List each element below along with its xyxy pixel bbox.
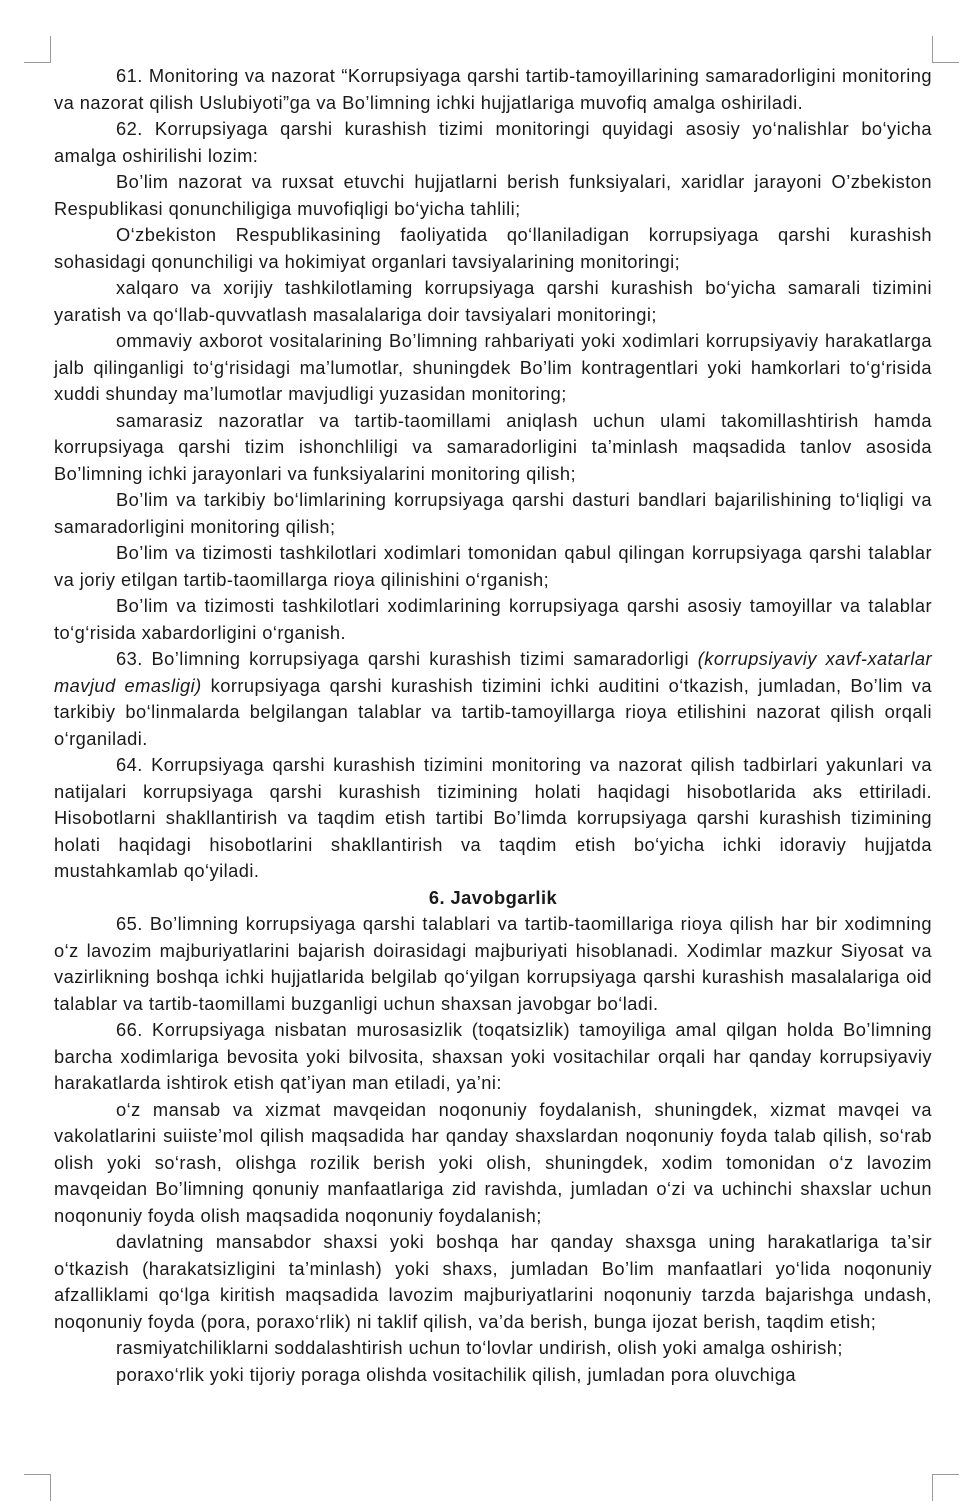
crop-mark-top-left <box>24 36 51 63</box>
paragraph: Bo’lim nazorat va ruxsat etuvchi hujjatlarni berish funksiyalari, xaridlar jarayoni O’zbekiston Respublikasi qonunchiligiga muvofiqligi bo‘yicha tahlili; <box>54 171 932 219</box>
crop-mark-bottom-right <box>932 1474 959 1501</box>
paragraph: Bo’lim va tizimosti tashkilotlari xodimlari tomonidan qabul qilingan korrupsiyaga qarshi talablar va joriy etilgan tartib-taomillarga rioya qilinishini o‘rganish; <box>54 542 932 590</box>
paragraph: Bo’lim va tizimosti tashkilotlari xodimlarining korrupsiyaga qarshi asosiy tamoyillar va talablar to‘g‘risida xabardorligini o‘rganish. <box>54 595 932 643</box>
paragraph: 61. Monitoring va nazorat “Korrupsiyaga qarshi tartib-tamoyillarining samaradorligini monitoring va nazorat qilish Uslubiyoti”ga va Bo’limning ichki hujjatlariga muvofiq amalga oshiriladi. <box>54 65 932 113</box>
paragraph: rasmiyatchiliklarni soddalashtirish uchun to‘lovlar undirish, olish yoki amalga oshirish; <box>116 1337 843 1358</box>
paragraph: ommaviy axborot vositalarining Bo’limning rahbariyati yoki xodimlari korrupsiyaviy harakatlarga jalb qilinganligi to‘g‘risidagi ma’lumotlar, shuningdek Bo’lim kontragentlari yoki hamkorlari to‘g‘risida xuddi shunday ma’lumotlar mavjudligi yuzasidan monitoring; <box>54 330 932 404</box>
italic-note: (korrupsiyaviy xavf-xatarlar mavjud emasligi) <box>54 648 932 696</box>
section-heading: 6. Javobgarlik <box>428 886 558 908</box>
paragraph: 63. Bo’limning korrupsiyaga qarshi kurashish tizimi samaradorligi (korrupsiyaviy xavf-xatarlar mavjud emasligi) korrupsiyaga qarshi kurashish tizimini ichki auditini o‘tkazish, jumladan, Bo’lim va tarkibiy bo‘linmalarda belgilangan talablar va tartib-tamoyillarga rioya etilishini nazorat qilish orqali o‘rganiladi. <box>54 648 932 749</box>
paragraph: davlatning mansabdor shaxsi yoki boshqa har qanday shaxsga uning harakatlariga ta’sir o‘tkazish (harakatsizligini ta’minlash) yoki shaxs, jumladan Bo’lim manfaatlari yo‘lida noqonuniy afzalliklami qo‘lga kiritish maqsadida lavozim majburiyatlarini noqonuniy tarzda bajarishga undash, noqonuniy foyda (pora, poraxo‘rlik) ni taklif qilish, va’da berish, bunga ijozat berish, taqdim etish; <box>54 1231 932 1332</box>
paragraph: samarasiz nazoratlar va tartib-taomillami aniqlash uchun ulami takomillashtirish hamda korrupsiyaga qarshi tizim ishonchliligi va samaradorligini ta’minlash maqsadida tanlov asosida Bo’limning ichki jarayonlari va funksiyalarini monitoring qilish; <box>54 409 932 484</box>
paragraph: poraxo‘rlik yoki tijoriy poraga olishda vositachilik qilish, jumladan pora oluvchiga <box>116 1363 796 1385</box>
document-body <box>54 63 932 1388</box>
paragraph: 64. Korrupsiyaga qarshi kurashish tizimini monitoring va nazorat qilish tadbirlari yakunlari va natijalari korrupsiyaga qarshi kurashish tizimining holati haqidagi hisobotlarida aks ettiriladi. Hisobotlarni shakllantirish va taqdim etish tartibi Bo’limda korrupsiyaga qarshi kurashish tizimining holati haqidagi hisobotlarini shakllantirish va taqdim etish bo‘yicha ichki idoraviy hujjatda mustahkamlab qo‘yiladi. <box>54 754 932 881</box>
paragraph: 66. Korrupsiyaga nisbatan murosasizlik (toqatsizlik) tamoyiliga amal qilgan holda Bo’limning barcha xodimlariga bevosita yoki bilvosita, shaxsan yoki vositachilar orqali har qanday korrupsiyaviy harakatlarda ishtirok etish qat’iyan man etiladi, ya’ni: <box>54 1019 932 1093</box>
crop-mark-bottom-left <box>24 1474 51 1501</box>
paragraph: xalqaro va xorijiy tashkilotlaming korrupsiyaga qarshi kurashish bo‘yicha samarali tizimini yaratish va qo‘llab-quvvatlash masalalariga doir tavsiyalari monitoringi; <box>54 277 932 325</box>
crop-mark-top-right <box>932 36 959 63</box>
paragraph: 62. Korrupsiyaga qarshi kurashish tizimi monitoringi quyidagi asosiy yo‘nalishlar bo‘yicha amalga oshirilishi lozim: <box>54 118 932 166</box>
paragraph: o‘z mansab va xizmat mavqeidan noqonuniy foydalanish, shuningdek, xizmat mavqei va vakolatlarini suiiste’mol qilish maqsadida har qanday shaxslardan noqonuniy foyda talab qilish, so‘rab olish yoki so‘rash, olishga rozilik berish yoki olish, shuningdek, xodim tomonidan o‘z lavozim mavqeidan Bo’limning qonuniy manfaatlariga zid ravishda, jumladan o‘zi va uchinchi shaxslar uchun noqonuniy foyda olish maqsadida noqonuniy foydalanish; <box>54 1098 932 1226</box>
paragraph: O‘zbekiston Respublikasining faoliyatida qo‘llaniladigan korrupsiyaga qarshi kurashish sohasidagi qonunchiligi va hokimiyat organlari tavsiyalarining monitoringi; <box>54 224 932 272</box>
paragraph: 65. Bo’limning korrupsiyaga qarshi talablari va tartib-taomillariga rioya qilish har bir xodimning o‘z lavozim majburiyatlarini bajarish doirasidagi majburiyati hisoblanadi. Xodimlar mazkur Siyosat va vazirlikning boshqa ichki hujjatlarida belgilab qo‘yilgan korrupsiyaga qarshi kurashish masalalariga oid talablar va tartib-taomillami buzganligi uchun shaxsan javobgar bo‘ladi. <box>54 913 932 1014</box>
paragraph: Bo’lim va tarkibiy bo‘limlarining korrupsiyaga qarshi dasturi bandlari bajarilishining to‘liqligi va samaradorligini monitoring qilish; <box>54 489 932 537</box>
